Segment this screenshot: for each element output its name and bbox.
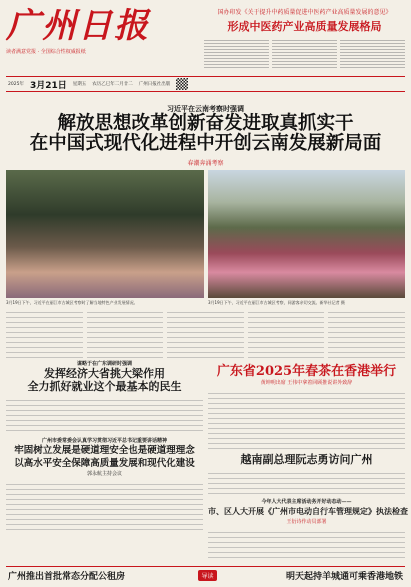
section-left-headline-2[interactable]: 全力抓好就业这个最基本的民生: [27, 380, 182, 393]
section-right-headline[interactable]: 广东省2025年春茶在香港举行: [216, 364, 397, 379]
dateline-date: 3月21日: [29, 80, 67, 91]
footer-right-story[interactable]: 明天起持羊城通可乘香港地铁: [285, 571, 403, 582]
footer-badge: 导读: [198, 570, 216, 581]
lead-body: [6, 308, 405, 358]
dateline-lunar: 农历乙巳年二月廿二: [92, 82, 133, 87]
lead-headline-line-2[interactable]: 在中国式现代化进程中开创云南发展新局面: [29, 133, 382, 154]
dateline-weekday: 星期五: [72, 82, 87, 87]
section-right-headline-3[interactable]: 市、区人大开展《广州市电动自行车管理规定》执法检查: [208, 506, 408, 516]
lead-kicker: 习近平在云南考察时强调: [167, 104, 244, 113]
section-left-body: [6, 396, 203, 434]
section-left-headline-1[interactable]: 发挥经济大省挑大梁作用: [44, 367, 165, 380]
top-story-body: [204, 38, 405, 68]
section-left-kicker-2: 广州市委常委会认真学习贯彻习近平总书记重要讲话精神: [41, 438, 167, 444]
section-left-headline-4[interactable]: 以高水平安全保障高质量发展和现代化建设: [14, 458, 195, 469]
lead-photo-1: [6, 170, 204, 298]
dateline-extra: 广州日报社出版: [138, 82, 171, 87]
lead-headline-line-1[interactable]: 解放思想改革创新奋发进取真抓实干: [57, 113, 354, 134]
section-right: [208, 360, 408, 560]
section-right-byline-3: 王衍诗作动员部署: [286, 519, 327, 525]
section-right-body-3: [208, 528, 405, 560]
section-right-kicker-3: 今年人大代表主席活动务开好动态动——: [261, 499, 352, 505]
masthead-subtitle: 读者满意党报 · 全国综合性权威报纸: [6, 49, 86, 55]
top-story-kicker: 国办印发《关于提升中药质量促进中医药产业高质量发展的意见》: [217, 9, 392, 16]
masthead: [6, 6, 196, 58]
section-right-body: [208, 389, 405, 449]
section-right-body-2: [208, 469, 405, 495]
section-right-sub: 黄坤明出席 王伟中拿着回顾推说讲外致辞: [260, 380, 353, 386]
section-left-body-2: [6, 480, 203, 530]
qr-code-icon: [176, 78, 188, 90]
photo-caption-2: 3月19日下午，习近平在丽江市古城区考察，同游客亲切交流。新华社记者 摄: [208, 300, 345, 305]
footer-bar: [6, 566, 405, 583]
lead-headline[interactable]: [6, 114, 405, 154]
masthead-title: 广州日报: [6, 6, 150, 46]
section-left: [6, 360, 203, 530]
lead-byline: 春潮奔涌考察: [187, 160, 224, 167]
dateline-year: 2025年: [8, 82, 24, 87]
footer-left-story[interactable]: 广州推出首批常态分配公租房: [8, 571, 126, 582]
section-left-byline: 郭永航主持会议: [86, 471, 122, 477]
section-left-kicker: 谋略于在广东调研时强调: [76, 361, 132, 367]
photo-caption-1: 3月19日下午，习近平在丽江市古城区考察时了解当地特色产业发展情况。: [6, 300, 138, 305]
top-story-title[interactable]: 形成中医药产业高质量发展格局: [227, 20, 382, 33]
section-left-headline-3[interactable]: 牢固树立发展是硬道理安全也是硬道理理念: [14, 445, 195, 456]
top-story[interactable]: [204, 7, 405, 59]
dateline: [6, 76, 405, 92]
lead-photo-2: [208, 170, 405, 298]
section-right-headline-2[interactable]: 越南副总理阮志勇访问广州: [240, 453, 373, 466]
